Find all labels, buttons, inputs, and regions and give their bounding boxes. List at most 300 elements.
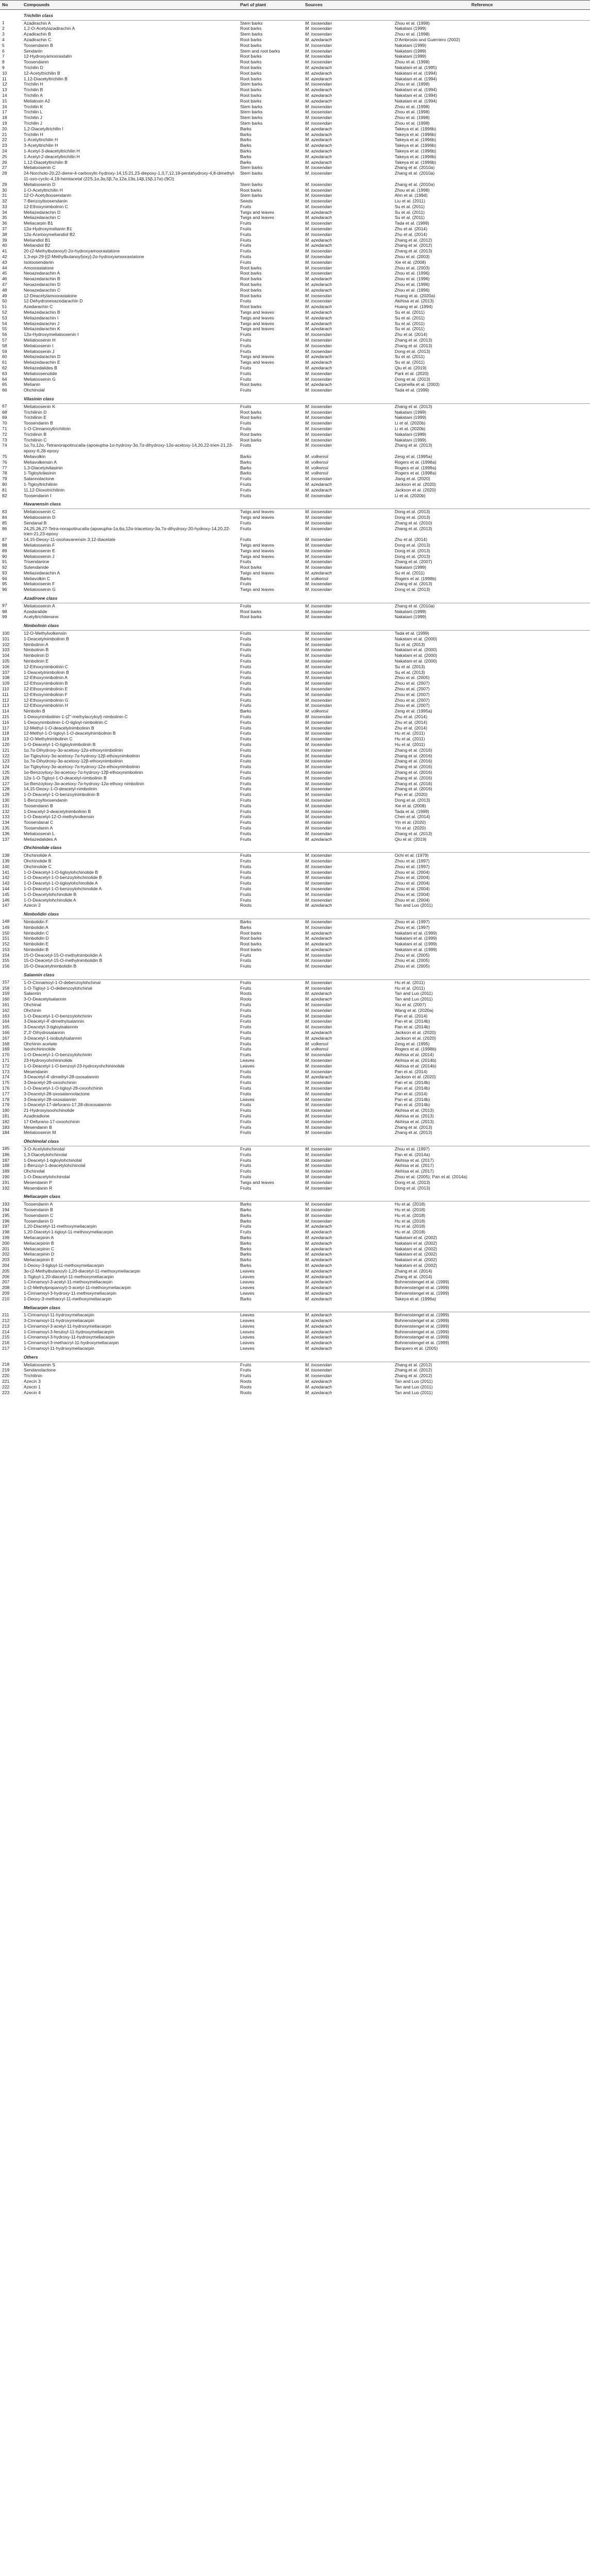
cell-part-of-plant: Fruits (240, 875, 251, 880)
cell-part-of-plant: Fruits (240, 963, 251, 969)
cell-source: M. azedarach (305, 131, 332, 137)
cell-part-of-plant: Leaves (240, 1274, 255, 1279)
cell-no: 142 (2, 875, 10, 880)
table-row (0, 786, 590, 792)
cell-compound: Nimbolinin E (24, 658, 49, 664)
cell-part-of-plant: Root barks (240, 293, 262, 298)
cell-no: 21 (2, 131, 7, 137)
cell-no: 97 (2, 603, 7, 608)
cell-compound: 1-Cinnamoyl-3-acetyl-11-hydroxymeliacarpin (24, 1323, 111, 1329)
cell-compound: 7-Benzoyltoosendanin (24, 198, 68, 204)
cell-reference: Zhang et al. (2010a) (395, 165, 435, 171)
cell-compound: Azadirachin B (24, 31, 52, 37)
table-row (0, 1146, 590, 1151)
table-row (0, 1207, 590, 1213)
cell-source: M. toosendan (305, 1201, 332, 1207)
section-heading-row (0, 9, 590, 20)
cell-reference: Nakatani (1999) (395, 437, 427, 443)
cell-no: 99 (2, 614, 7, 620)
cell-no: 56 (2, 332, 7, 337)
cell-no: 178 (2, 1096, 10, 1102)
cell-part-of-plant: Fruits (240, 769, 251, 775)
cell-no: 131 (2, 803, 10, 808)
cell-source: M. azedarach (305, 1030, 332, 1036)
cell-no: 163 (2, 1013, 10, 1019)
cell-no: 37 (2, 226, 7, 232)
section-title: Ohchinolide class (22, 842, 590, 852)
cell-part-of-plant: Root barks (240, 37, 262, 42)
cell-reference: Zhang et al. (2013) (395, 831, 432, 836)
cell-part-of-plant: Root barks (240, 930, 262, 936)
table-row (0, 870, 590, 875)
cell-compound: 1-Tigloyltrichilinin (24, 481, 58, 487)
cell-reference: Xie et al. (2008) (395, 803, 426, 808)
cell-compound: Meliazedarachin J (24, 320, 60, 326)
cell-source: M. toosendan (305, 526, 332, 531)
cell-no: 66 (2, 387, 7, 393)
header-compounds[interactable]: Compounds (22, 1, 238, 10)
cell-no: 166 (2, 1030, 10, 1036)
cell-reference: Bohnenstengel et al. (1999) (395, 1312, 449, 1318)
cell-compound: 14,15-Deoxy-1-O-deacetyl-nimbolinin (24, 786, 97, 792)
cell-compound: 12α-Acetoxymeliandiol B2 (24, 231, 75, 237)
table-row (0, 31, 590, 37)
table-row (0, 803, 590, 809)
cell-compound: 1,20-Diacetyl-11-methoxymeliacarpin (24, 1224, 97, 1229)
cell-part-of-plant: Fruits (240, 1030, 251, 1036)
cell-reference: Su et al. (2011) (395, 204, 425, 209)
section-spacer (0, 620, 22, 630)
cell-source: M. azedarach (305, 326, 332, 332)
section-spacer (0, 1302, 22, 1312)
cell-part-of-plant: Twigs and leaves (240, 360, 274, 365)
section-spacer (0, 393, 22, 403)
cell-no: 115 (2, 714, 9, 720)
cell-source: M. volkensii (305, 470, 328, 476)
cell-source: M. toosendan (305, 1002, 332, 1008)
cell-source: M. volkensii (305, 1046, 328, 1052)
cell-source: M. toosendan (305, 120, 332, 126)
cell-reference: Takeya et al. (1996b) (395, 143, 436, 148)
cell-reference: Nakatani (1999) (395, 431, 427, 437)
cell-source: M. toosendan (305, 259, 332, 265)
table-row (0, 182, 590, 188)
cell-source: M. azedarach (305, 991, 332, 996)
cell-no: 133 (2, 814, 10, 820)
cell-reference: Takeya et al. (1996a) (395, 1296, 436, 1301)
cell-no: 134 (2, 820, 10, 825)
cell-part-of-plant: Fruits (240, 952, 251, 958)
cell-compound: Nimbolidin D (24, 936, 49, 941)
table-row (0, 37, 590, 43)
cell-compound: 1α-Tigloyloxy-3α-acetoxy-7α-hydroxy-12α-ethoxynimbolinin (24, 764, 140, 770)
cell-reference: Hu et al. (2011) (395, 979, 425, 985)
cell-part-of-plant: Roots (240, 1379, 252, 1384)
section-title: Havanensin class (22, 498, 590, 509)
cell-no: 157 (2, 979, 10, 985)
cell-part-of-plant: Fruits (240, 731, 251, 736)
table-row (0, 809, 590, 815)
table-row (0, 1279, 590, 1285)
table-row (0, 930, 590, 936)
table-row (0, 371, 590, 377)
cell-compound: Azadiradione (24, 1113, 50, 1118)
table-row (0, 1080, 590, 1086)
cell-reference: Su et al. (2011) (395, 215, 425, 221)
table-row (0, 487, 590, 493)
cell-compound: Meliatoosenin C (24, 509, 56, 515)
cell-part-of-plant: Fruits (240, 858, 251, 863)
cell-reference: Tada et al. (1999) (395, 808, 429, 814)
cell-compound: Isoohchininolide (24, 1046, 56, 1052)
cell-compound: Azecin 3 (24, 1379, 41, 1384)
table-row (0, 1367, 590, 1373)
cell-reference: Dong et al. (2013) (395, 376, 430, 382)
table-body (0, 9, 590, 1395)
cell-no: 82 (2, 493, 7, 498)
cell-no: 93 (2, 570, 7, 575)
table-row (0, 360, 590, 365)
table-row (0, 26, 590, 31)
cell-compound: Toosendanin A (24, 1201, 53, 1207)
cell-no: 215 (2, 1334, 10, 1340)
cell-reference: Akihisa et al. (2017) (395, 1157, 434, 1163)
cell-reference: Li et al. (2020b) (395, 426, 426, 431)
table-row (0, 820, 590, 825)
cell-source: M. toosendan (305, 1212, 332, 1218)
cell-reference: Zhou et al. (1997) (395, 863, 430, 869)
cell-part-of-plant: Fruits (240, 825, 251, 831)
cell-source: M. toosendan (305, 1207, 332, 1212)
cell-source: M. azedarach (305, 930, 332, 936)
cell-reference: Pan et al. (2014b) (395, 1024, 430, 1030)
cell-part-of-plant: Fruits (240, 243, 251, 248)
cell-compound: Acetyltrichilenone (24, 614, 59, 620)
cell-source: M. azedarach (305, 365, 332, 370)
table-row (0, 193, 590, 198)
cell-source: M. toosendan (305, 226, 332, 232)
cell-part-of-plant: Fruits (240, 1069, 251, 1074)
cell-part-of-plant: Fruits (240, 1024, 251, 1030)
cell-part-of-plant: Fruits (240, 747, 251, 753)
cell-reference: Zhang et al. (2012) (395, 1367, 432, 1373)
cell-source: M. toosendan (305, 509, 332, 515)
cell-source: M. toosendan (305, 1146, 332, 1151)
cell-compound: Trichilin J (24, 120, 42, 126)
cell-no: 198 (2, 1229, 10, 1235)
header-reference[interactable]: Reference (374, 1, 590, 10)
cell-no: 32 (2, 198, 7, 204)
cell-reference: Akihisa et al. (2013) (395, 1118, 434, 1124)
cell-no: 100 (2, 630, 10, 636)
cell-no: 15 (2, 98, 7, 104)
cell-part-of-plant: Fruits (240, 1035, 251, 1041)
cell-no: 186 (2, 1151, 10, 1157)
cell-no: 2 (2, 26, 5, 31)
cell-reference: Zhang et al. (2013) (395, 343, 432, 348)
cell-compound: 1-Cinnamoyl-11-hydroxymeliacarpin (24, 1312, 94, 1318)
cell-reference: Zhou et al. (2007) (395, 703, 430, 708)
cell-reference: Huang et al. (1994) (395, 304, 433, 310)
table-row (0, 1008, 590, 1013)
cell-reference: Takeya et al. (1996b) (395, 131, 436, 137)
cell-no: 211 (2, 1312, 9, 1317)
cell-compound: 12-Ethoxynimbolinin B (24, 681, 68, 686)
cell-part-of-plant: Fruits (240, 869, 251, 875)
cell-source: M. toosendan (305, 1367, 332, 1373)
table-row (0, 1113, 590, 1119)
cell-source: M. toosendan (305, 115, 332, 121)
section-spacer (0, 1191, 22, 1201)
table-row (0, 460, 590, 465)
cell-source: M. azedarach (305, 76, 332, 81)
table-row (0, 642, 590, 648)
cell-part-of-plant: Barks (240, 131, 251, 137)
cell-part-of-plant: Fruits (240, 1168, 251, 1174)
cell-compound: 12-Hydroxyamoorastatin (24, 54, 72, 59)
cell-source: M. toosendan (305, 1362, 332, 1367)
cell-source: M. toosendan (305, 165, 332, 171)
table-row (0, 1180, 590, 1185)
cell-source: M. toosendan (305, 963, 332, 969)
section-spacer (0, 1136, 22, 1146)
cell-reference: Rogers et al. (1998a) (395, 465, 436, 470)
cell-part-of-plant: Fruits (240, 985, 251, 991)
cell-reference: Su et al. (2011) (395, 310, 425, 315)
table-row (0, 1268, 590, 1274)
cell-compound: Meliazedarachin I (24, 315, 59, 320)
cell-part-of-plant: Fruits (240, 1151, 251, 1157)
cell-reference: Zhang et al. (2013) (395, 248, 432, 254)
cell-no: 139 (2, 858, 10, 863)
cell-no: 74 (2, 443, 7, 448)
cell-part-of-plant: Root barks (240, 565, 262, 570)
cell-reference: Pan et al. (2014b) (395, 1080, 430, 1086)
cell-compound: 1-O-Tigloyl-1-O-debenzoylohchinal (24, 985, 92, 991)
cell-no: 189 (2, 1168, 10, 1174)
cell-compound: 1-O-Deacetyl-1-O-benzoylohchinin (24, 1013, 92, 1019)
cell-compound: Meliatoxin A2 (24, 98, 50, 104)
cell-compound: Ohchinal (24, 1002, 41, 1008)
cell-compound: Meliazedarachin D (24, 209, 61, 215)
header-no[interactable]: No (0, 1, 22, 10)
table-row (0, 792, 590, 798)
cell-source: M. toosendan (305, 204, 332, 209)
table-row (0, 658, 590, 664)
cell-source: M. azedarach (305, 148, 332, 154)
cell-source: M. volkensii (305, 708, 328, 714)
cell-source: M. toosendan (305, 332, 332, 337)
table-row (0, 1030, 590, 1036)
cell-source: M. azedarach (305, 941, 332, 947)
cell-part-of-plant: Fruits (240, 481, 251, 487)
header-part-of-plant[interactable]: Part of plant (238, 1, 303, 10)
cell-part-of-plant: Root barks (240, 936, 262, 941)
section-heading-row (0, 498, 590, 509)
cell-compound: 1,3-Diacetylohchinolal (24, 1151, 68, 1157)
table-row (0, 349, 590, 354)
cell-part-of-plant: Fruits (240, 820, 251, 825)
cell-compound: 3-Deacetyl-4'-dimethyl-28-oxosalannin (24, 1074, 99, 1080)
cell-compound: 12-O-Methylnimbolinin C (24, 736, 73, 742)
cell-part-of-plant: Twigs and leaves (240, 315, 274, 320)
cell-reference: Ahn et al. (1994) (395, 193, 428, 198)
cell-part-of-plant: Barks (240, 924, 251, 930)
table-row (0, 48, 590, 54)
table-row (0, 1052, 590, 1058)
cell-reference: Nakatani et al. (2002) (395, 1246, 437, 1251)
table-header (0, 1, 590, 10)
cell-compound: Meliacarpinin E (24, 1257, 54, 1263)
cell-source: M. azedarach (305, 1251, 332, 1257)
cell-source: M. toosendan (305, 559, 332, 565)
header-sources[interactable]: Sources (303, 1, 374, 10)
table-row (0, 725, 590, 731)
cell-part-of-plant: Leaves (240, 1334, 255, 1340)
cell-part-of-plant: Root barks (240, 87, 262, 93)
cell-compound: 1-Acetyl-2-deacetyltrichilin H (24, 154, 80, 159)
cell-source: M. azedarach (305, 126, 332, 131)
cell-part-of-plant: Root barks (240, 382, 262, 387)
cell-part-of-plant: Root barks (240, 98, 262, 104)
cell-source: M. toosendan (305, 1151, 332, 1157)
cell-source: M. toosendan (305, 1052, 332, 1058)
cell-reference: Barquero et al. (2005) (395, 1346, 438, 1351)
cell-no: 160 (2, 996, 10, 1002)
cell-part-of-plant: Fruits (240, 725, 251, 731)
cell-no: 132 (2, 808, 10, 814)
cell-reference: Nakatani et al. (1999) (395, 941, 437, 947)
cell-compound: 1,3-epi-29-[(2-Methylbutanoyl)oxy]-2α-hydroxyamoorastatone (24, 254, 144, 260)
cell-reference: Zhou et al. (1997) (395, 1146, 430, 1151)
cell-no: 113 (2, 703, 9, 708)
cell-part-of-plant: Fruits (240, 1007, 251, 1013)
table-row (0, 1218, 590, 1224)
table-row (0, 1019, 590, 1024)
table-row (0, 160, 590, 165)
table-row (0, 936, 590, 941)
cell-source: M. toosendan (305, 514, 332, 520)
table-row (0, 781, 590, 787)
cell-source: M. toosendan (305, 81, 332, 87)
cell-part-of-plant: Stem barks (240, 115, 263, 121)
cell-reference: Pan et al. (2020) (395, 792, 428, 798)
section-title: Azadirone class (22, 592, 590, 603)
table-row (0, 1373, 590, 1379)
table-row (0, 698, 590, 703)
cell-part-of-plant: Leaves (240, 1340, 255, 1346)
cell-reference: Jackson et al. (2020) (395, 481, 436, 487)
cell-compound: Toosendanin C (24, 1212, 54, 1218)
cell-reference: Hu et al. (2011) (395, 731, 425, 736)
cell-part-of-plant: Fruits (240, 493, 251, 498)
cell-source: M. toosendan (305, 853, 332, 858)
cell-source: M. toosendan (305, 897, 332, 903)
cell-part-of-plant: Stem barks (240, 193, 263, 198)
cell-source: M. toosendan (305, 221, 332, 226)
cell-part-of-plant: Fruits (240, 226, 251, 232)
table-row (0, 1291, 590, 1296)
cell-source: M. toosendan (305, 231, 332, 237)
cell-compound: Toosendanin A (24, 825, 53, 831)
cell-no: 203 (2, 1257, 10, 1263)
cell-reference: Akihisa et al. (2014b) (395, 1058, 436, 1063)
cell-part-of-plant: Leaves (240, 1329, 255, 1334)
cell-part-of-plant: Fruits (240, 786, 251, 792)
cell-compound: Trisendanine (24, 559, 49, 565)
table-row (0, 515, 590, 520)
cell-no: 207 (2, 1279, 10, 1285)
cell-reference: Zhu et al. (2014) (395, 725, 428, 731)
cell-no: 75 (2, 453, 7, 459)
table-row (0, 864, 590, 870)
cell-no: 158 (2, 985, 10, 991)
cell-part-of-plant: Barks (240, 1201, 251, 1207)
cell-part-of-plant: Barks (240, 1218, 251, 1224)
cell-source: M. toosendan (305, 26, 332, 31)
cell-compound: Sendanolactone (24, 1367, 56, 1373)
cell-no: 51 (2, 304, 7, 310)
cell-source: M. azedarach (305, 1323, 332, 1329)
cell-part-of-plant: Fruits (240, 669, 251, 675)
cell-source: M. toosendan (305, 669, 332, 675)
cell-part-of-plant: Fruits (240, 387, 251, 393)
cell-part-of-plant: Twigs and leaves (240, 509, 274, 515)
table-row (0, 742, 590, 748)
cell-reference: Zhang et al. (2016) (395, 769, 432, 775)
cell-no: 49 (2, 293, 7, 298)
cell-reference: Tan and Luo (2011) (395, 903, 433, 908)
cell-part-of-plant: Fruits (240, 1367, 251, 1373)
cell-compound: 1,20-Diacetyl-1-tigloyl-11-methoxymeliacarpin (24, 1229, 113, 1235)
cell-part-of-plant: Leaves (240, 1290, 255, 1296)
table-row (0, 1285, 590, 1291)
cell-reference: Zhou et al. (1998) (395, 31, 430, 37)
cell-part-of-plant: Roots (240, 1384, 252, 1389)
cell-compound: Meliazedarachin K (24, 326, 60, 332)
cell-compound: Meliatoosenin A (24, 603, 55, 608)
cell-no: 85 (2, 520, 7, 526)
cell-compound: Azedarachin C (24, 304, 53, 310)
cell-source: M. azedarach (305, 1246, 332, 1251)
cell-compound: 12-Ethoxynimbolinin F (24, 691, 68, 697)
cell-no: 35 (2, 215, 7, 221)
cell-source: M. azedarach (305, 215, 332, 221)
cell-no: 161 (2, 1002, 10, 1008)
table-row (0, 731, 590, 736)
cell-source: M. azedarach (305, 310, 332, 315)
section-spacer (0, 592, 22, 603)
cell-reference: Jackson et al. (2020) (395, 1074, 436, 1080)
table-row (0, 310, 590, 315)
cell-source: M. toosendan (305, 1007, 332, 1013)
cell-part-of-plant: Fruits (240, 370, 251, 376)
cell-source: M. toosendan (305, 265, 332, 270)
cell-reference: Tada et al. (1999) (395, 387, 429, 393)
cell-compound: 1-O-Deacetylohchinolide B (24, 891, 77, 897)
cell-reference: Nakatani et al. (1999) (395, 936, 437, 941)
cell-part-of-plant: Fruits (240, 1163, 251, 1168)
cell-compound: Toosendanin D (24, 1218, 54, 1224)
cell-reference: Zhu et al. (2014) (395, 231, 428, 237)
cell-no: 14 (2, 92, 7, 98)
table-row (0, 986, 590, 991)
cell-part-of-plant: Twigs and leaves (240, 215, 274, 221)
cell-compound: 12-Ethoxynimbolinin H (24, 703, 68, 708)
cell-source: M. toosendan (305, 520, 332, 526)
cell-reference: Ochi et al. (1979) (395, 853, 429, 858)
cell-reference: Zhang et al. (2010) (395, 520, 432, 526)
